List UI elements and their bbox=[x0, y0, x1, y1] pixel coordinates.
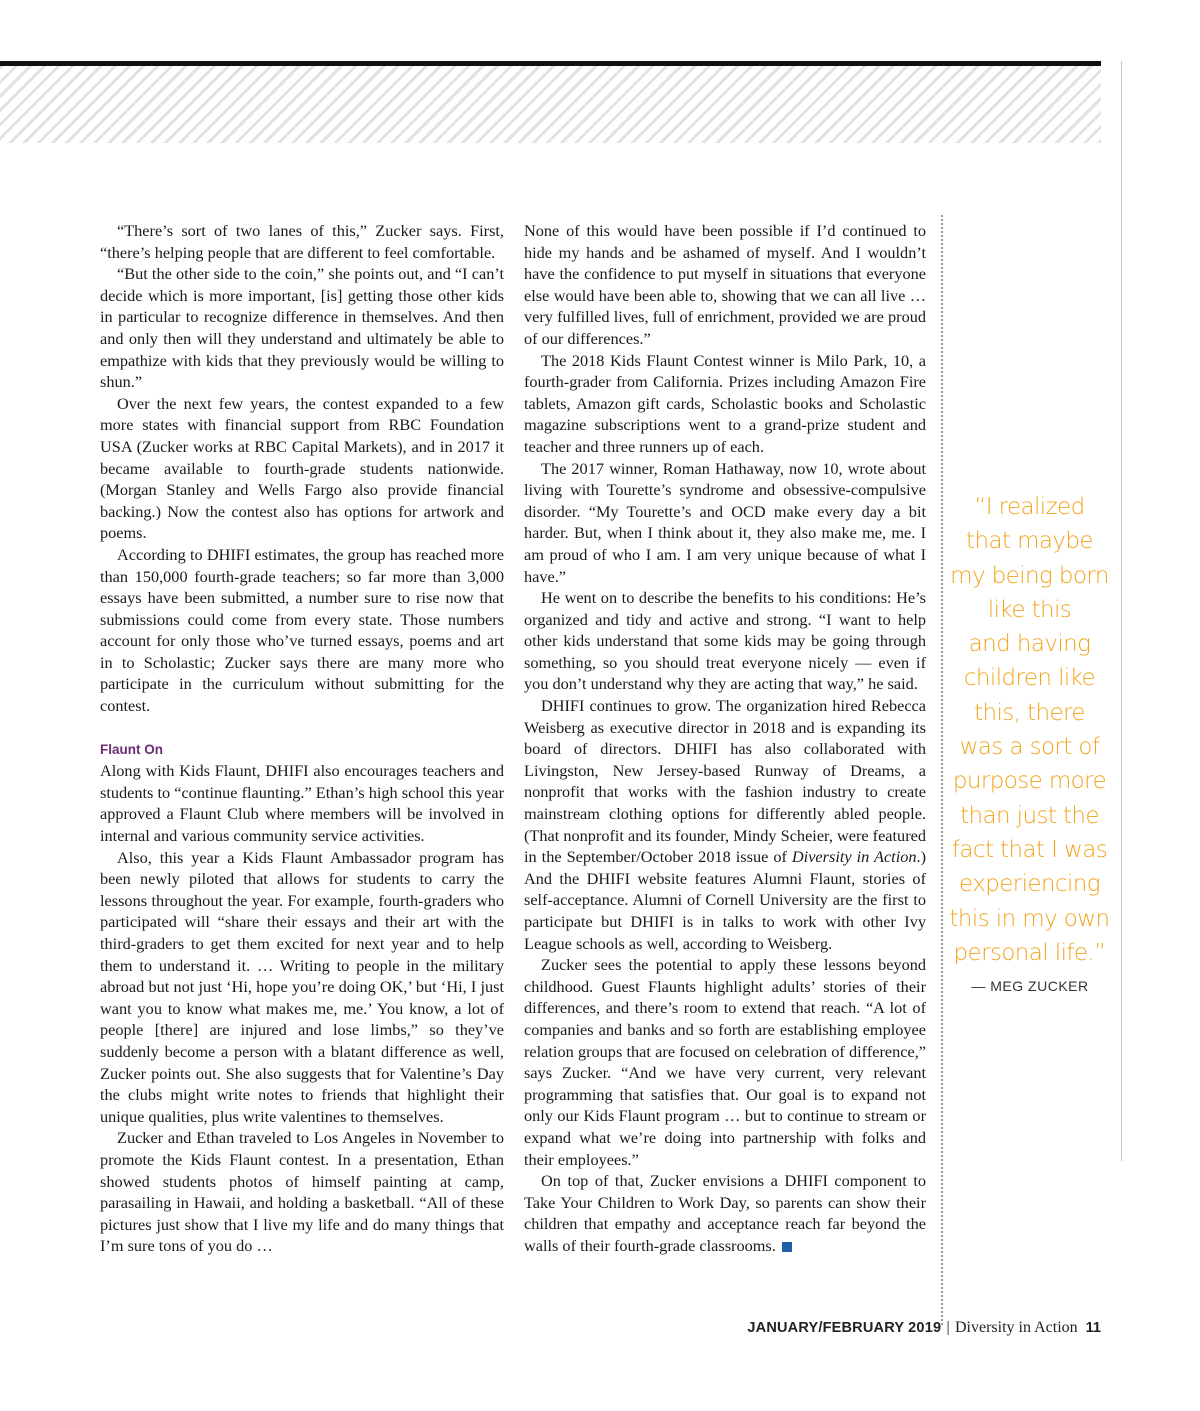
magazine-title-italic: Diversity in Action bbox=[791, 847, 917, 867]
pull-quote-line: experiencing bbox=[959, 871, 1100, 898]
footer-separator: | bbox=[946, 1320, 950, 1336]
paragraph-text: DHIFI continues to grow. The organization hired Rebecca Weisberg as executive director in 2018 and is expanding its board of directors. DHIFI has also collaborated with Livingston, New Jersey-based Runway of Dreams, a nonprofit that works with the fashion industry to create mainstream clothing options for differently abled people. (That nonprofit and its founder, Mindy Scheier, were featured in the September/October 2018 issue of bbox=[524, 696, 926, 867]
paragraph bbox=[524, 1170, 926, 1256]
paragraph-text: On top of that, Zucker envisions a DHIFI component to Take Your Children to Work Day, so parents can show their children that empathy and acceptance reach far beyond the walls of their fourth-grade classrooms. bbox=[524, 1171, 926, 1255]
pull-quote-line: purpose more bbox=[952, 768, 1107, 795]
paragraph: Zucker and Ethan traveled to Los Angeles in November to promote the Kids Flaunt contest. In a presentation, Ethan showed students photos of himself painting at camp, parasailing in Hawaii, and holding a basketball. “All of these pictures just show that I live my life and do many things that I’m sure tons of you do … bbox=[100, 1128, 504, 1256]
paragraph: Along with Kids Flaunt, DHIFI also encourages teachers and students to “continue flaunting.” Ethan’s high school this year approved a Flaunt Club where members will be involved in internal and various community service activities. bbox=[100, 761, 504, 846]
page-footer bbox=[747, 1319, 1101, 1337]
pull-quote-attribution: — MEG ZUCKER bbox=[971, 978, 1089, 994]
pull-quote-line: this, there bbox=[974, 699, 1085, 726]
header-hatch-band bbox=[0, 66, 1101, 143]
paragraph: Over the next few years, the contest expanded to a few more states with financial support from RBC Foundation USA (Zucker works at RBC Capital Markets), and in 2017 it became available to fourth-grade students nationwide. (Morgan Stanley and Wells Fargo also provide financial backing.) Now the contest also has options for artwork and poems. bbox=[100, 393, 504, 543]
pull-quote-line: and having bbox=[968, 631, 1091, 658]
article-column-2 bbox=[524, 220, 926, 1257]
pull-quote-line: than just the bbox=[960, 802, 1099, 829]
column-divider-dotted bbox=[941, 215, 943, 1325]
right-margin-rule bbox=[1121, 61, 1122, 1161]
paragraph: The 2017 winner, Roman Hathaway, now 10, wrote about living with Tourette’s syndrome and obsessive-compulsive disorder. “My Tourette’s and OCD make every day a bit harder. But, when I think about it, they also make me, me. I am proud of who I am. I am very unique because of what I have.” bbox=[524, 458, 926, 586]
article-column-1 bbox=[100, 220, 504, 1257]
page-number: 11 bbox=[1085, 1320, 1101, 1336]
paragraph: “But the other side to the coin,” she points out, and “I can’t decide which is more important, [is] getting those other kids in particular to recognize difference in themselves. And then and only then will they understand and ultimately be able to empathize with kids that they previously would be willing to shun.” bbox=[100, 264, 504, 392]
pull-quote-line: personal life.” bbox=[953, 939, 1106, 966]
magazine-name: Diversity in Action bbox=[955, 1319, 1078, 1336]
pull-quote-line: was a sort of bbox=[959, 734, 1100, 761]
paragraph: Also, this year a Kids Flaunt Ambassador program has been newly piloted that allows for students to carry the lessons throughout the year. For example, fourth-graders who participated will “share their essays and their art with the third-graders to get them excited for next year and to help them to understand it. … Writing to people in the military abroad but not just ‘Hi, hope you’re doing OK,’ but ‘Hi, I just want you to know what makes me, me.’ You know, a lot of people [there] are injured and lose limbs,” so they’ve suddenly become a person with a blatant difference as well, Zucker points out. She also suggests that for Valentine’s Day the clubs might write notes to friends that highlight their unique qualities, plus write valentines to themselves. bbox=[100, 847, 504, 1126]
pull-quote-line: that maybe bbox=[966, 528, 1093, 555]
paragraph bbox=[524, 695, 926, 954]
paragraph: He went on to describe the benefits to his conditions: He’s organized and tidy and active and strong. “I want to help other kids understand that some kids may be going through something, so you should treat everyone nicely — even if you don’t understand why they are acting that way,” he said. bbox=[524, 588, 926, 694]
issue-date: JANUARY/FEBRUARY 2019 bbox=[747, 1320, 942, 1336]
paragraph: The 2018 Kids Flaunt Contest winner is Milo Park, 10, a fourth-grader from California. Prizes including Amazon Fire tablets, Amazon gift cards, Scholastic books and Scholastic magazine subscriptions went to a grand-prize student and teacher and three runners up of each. bbox=[524, 350, 926, 456]
pull-quote bbox=[948, 490, 1111, 970]
paragraph: “There’s sort of two lanes of this,” Zucker says. First, “there’s helping people that are different to feel comfortable. bbox=[100, 221, 504, 262]
pull-quote-line: children like bbox=[963, 665, 1096, 692]
paragraph: Zucker sees the potential to apply these lessons beyond childhood. Guest Flaunts highlight adults’ stories of their differences, and there’s room to extend that reach. “A lot of companies and banks and so forth are establishing employee relation groups that are focused on celebration of difference,” says Zucker. “And we have very current, very relevant programming that satisfies that. Our goal is to expand not only our Kids Flaunt program … but to continue to stream or expand what we’re doing into partnership with folks and their employees.” bbox=[524, 955, 926, 1169]
pull-quote-line: like this bbox=[987, 596, 1072, 623]
section-heading: Flaunt On bbox=[100, 741, 163, 757]
pull-quote-line: fact that I was bbox=[951, 836, 1108, 863]
paragraph-text: .) And the DHIFI website features Alumni Flaunt, stories of self-acceptance. Alumni of Cornell University are the first to participate but DHIFI is in talks to work with other Ivy League schools as well, according to Weisberg. bbox=[524, 847, 926, 953]
end-mark-square-icon bbox=[782, 1242, 792, 1252]
paragraph: None of this would have been possible if I’d continued to hide my hands and be ashamed of myself. And I wouldn’t have the confidence to put myself in situations that everyone else would have been able to, showing that we can all live … very fulfilled lives, full of enrichment, provided we are proud of our differences.” bbox=[524, 221, 926, 348]
paragraph: According to DHIFI estimates, the group has reached more than 150,000 fourth-grade teachers; so far more than 3,000 essays have been submitted, a number sure to rise now that submissions could come from every state. Those numbers account for only those who’ve turned essays, poems and art in to Scholastic; Zucker says there are many more who participate in the curriculum without submitting for the contest. bbox=[100, 544, 504, 716]
pull-quote-line: my being born bbox=[950, 562, 1109, 589]
pull-quote-line: “I realized bbox=[974, 494, 1085, 520]
pull-quote-line: this in my own bbox=[949, 905, 1110, 932]
